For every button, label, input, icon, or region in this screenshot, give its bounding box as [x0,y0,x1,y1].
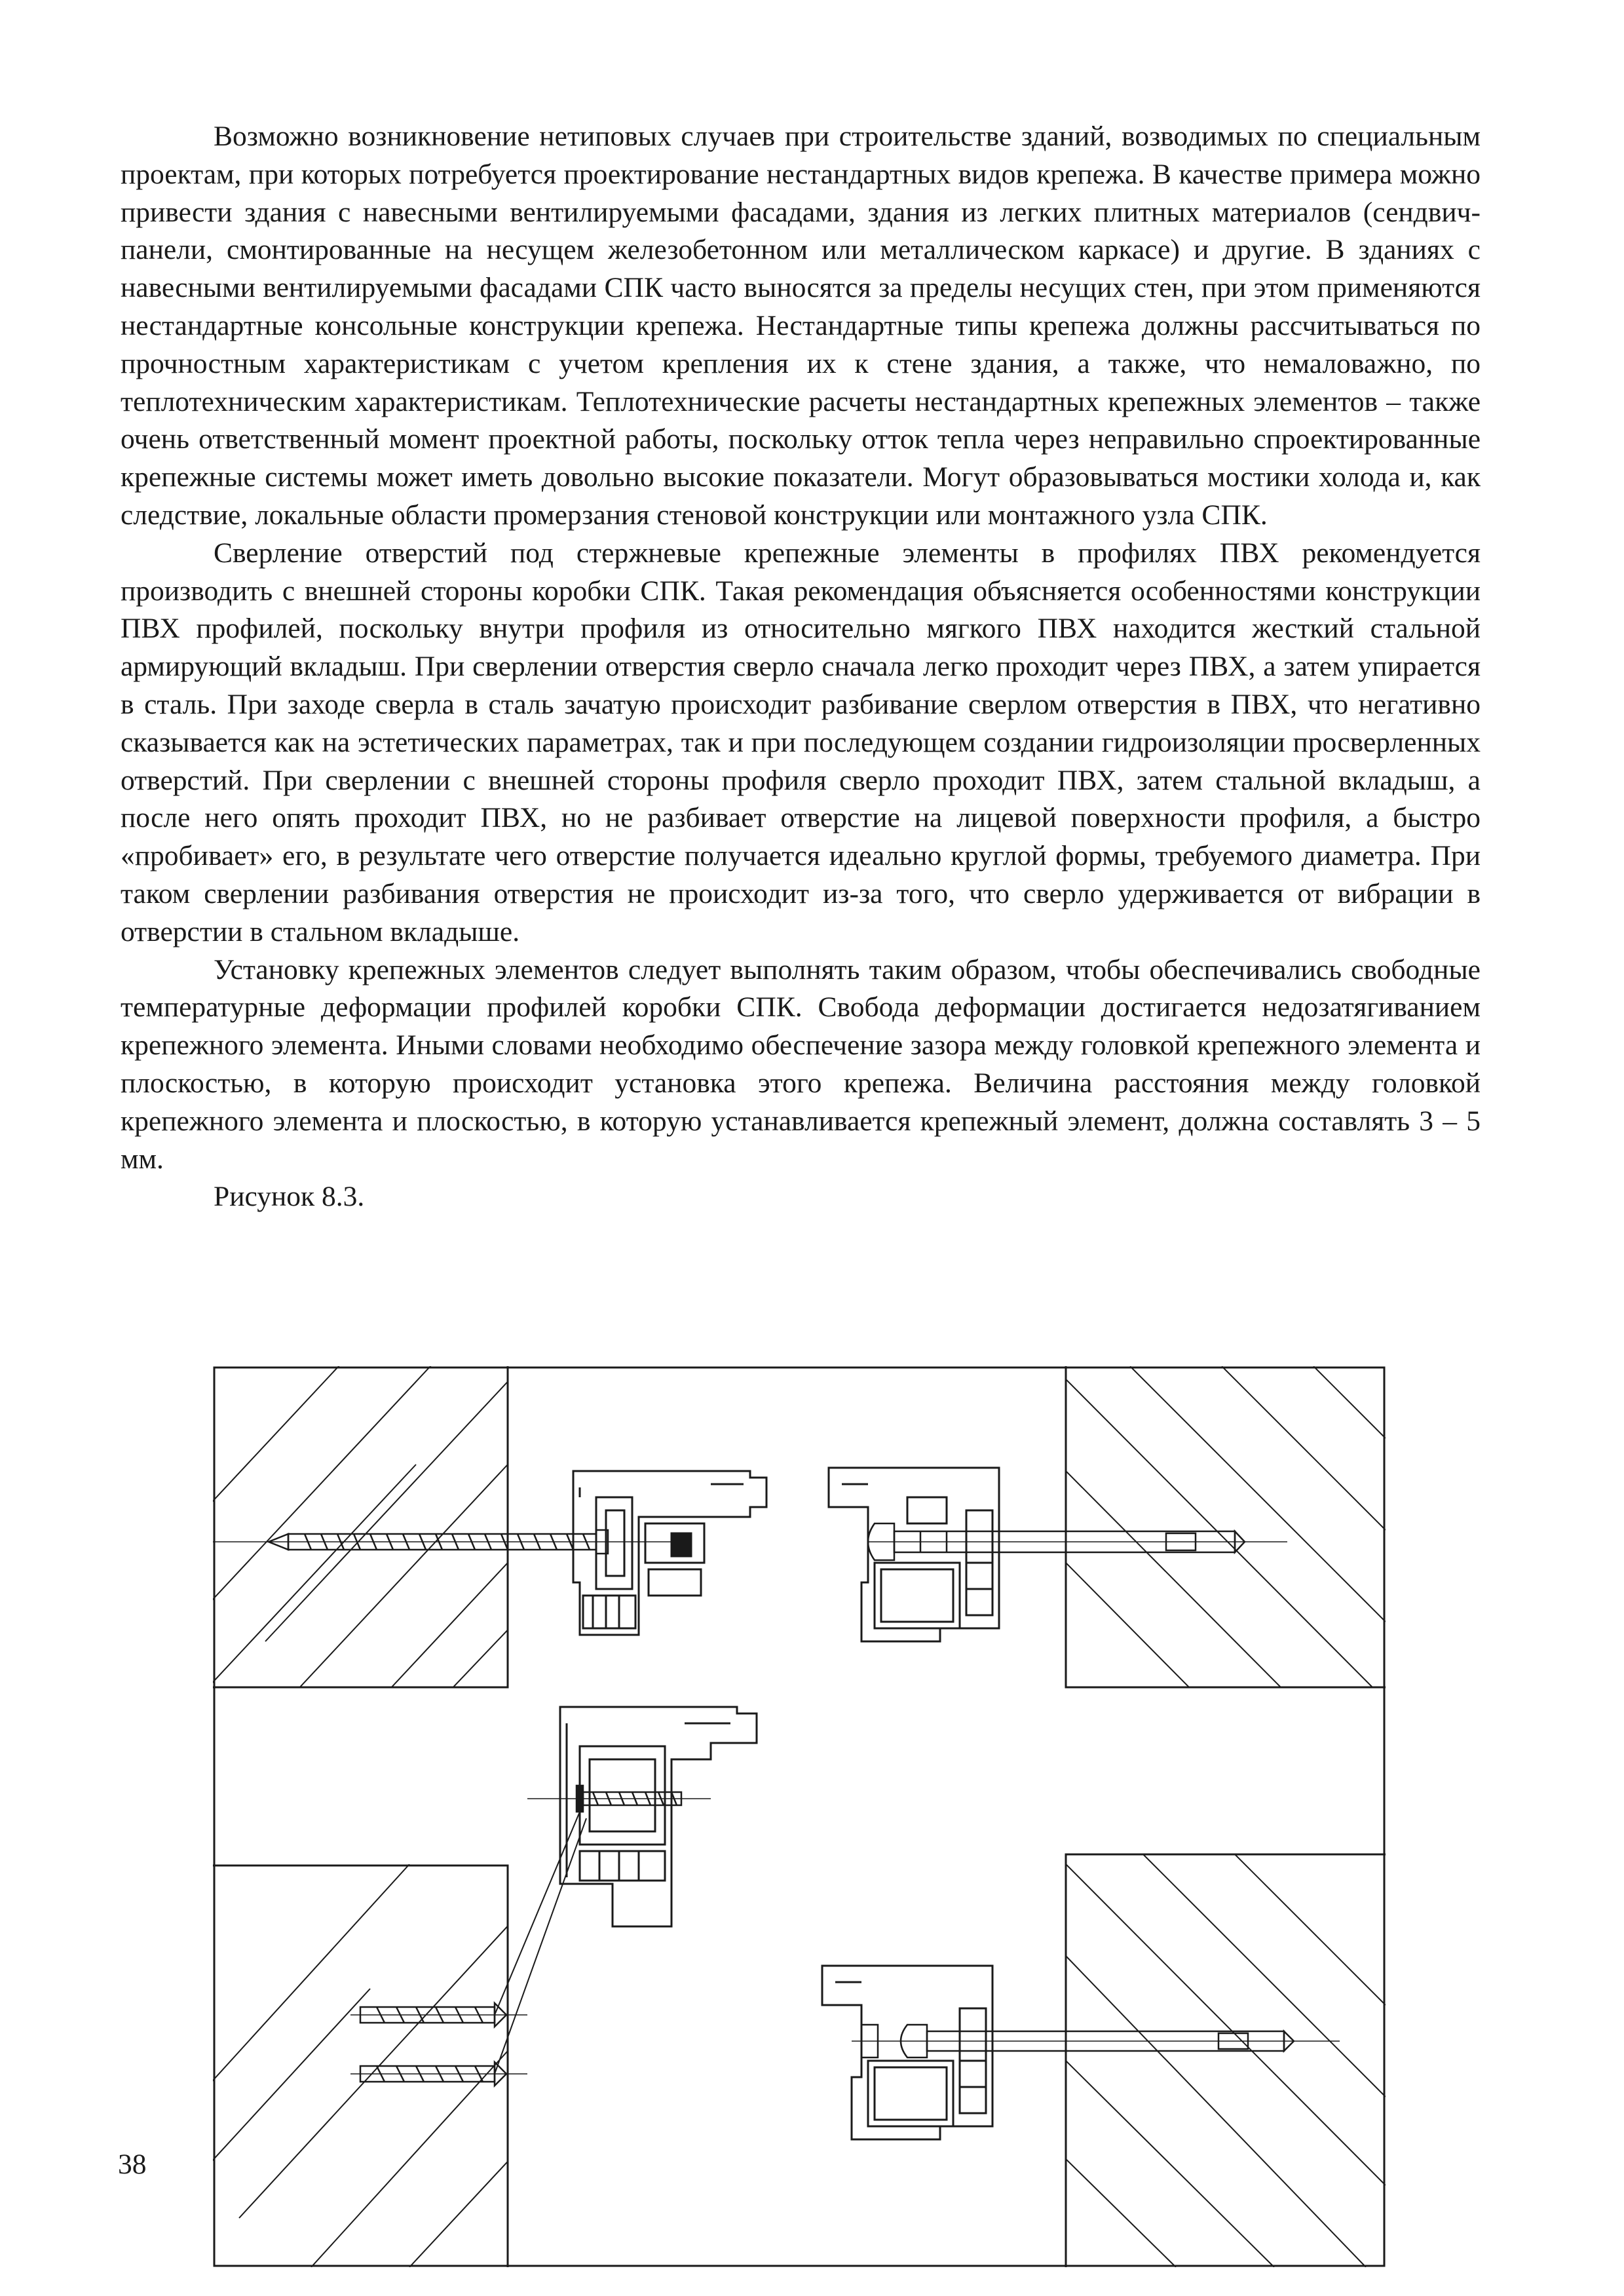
pvc-profile-top-right [829,1468,999,1641]
figure-frame [214,1368,1384,2266]
fastener-anchor-top-right [868,1523,1287,1560]
figure-fastening-diagram [213,1366,1386,2267]
wall-bottom-right [1066,1854,1386,2267]
pvc-profile-bottom-right [822,1966,992,2139]
fastener-dowel-lower [350,2062,527,2086]
wall-top-left [213,1366,671,1759]
wall-top-right [1066,1366,1386,1694]
fastener-dowel-upper [350,2003,527,2027]
fastening-diagram-svg [213,1366,1386,2267]
paragraph-2: Сверление отверстий под стержневые крепежные элементы в профилях ПВХ рекомендуется производить с внешней стороны коробки СПК. Такая рекомендация объясняется особенностями конструкции ПВХ профилей, поскольку внутри профиля из относительно мягкого ПВХ находится жесткий стальной армирующий вкладыш. При сверлении отверстия сверло сначала легко проходит через ПВХ, а затем упирается в сталь. При заходе сверла в сталь зачатую происходит разбивание сверлом отверстия в ПВХ, что негативно сказывается как на эстетических параметрах, так и при последующем создании гидроизоляции просверленных отверстий. При сверлении с внешней стороны профиля сверло проходит ПВХ, затем стальной вкладыш, а после него опять проходит ПВХ, но не разбивает отверстие на лицевой поверхности профиля, а быстро «пробивает» его, в результате чего отверстие получается идеально круглой формы, требуемого диаметра. При таком сверлении разбивания отверстия не происходит из-за того, что сверло удерживается от вибрации в отверстии в стальном вкладыше. [121,537,1481,947]
fastener-screw-top-left [213,1530,685,1554]
pvc-profile-middle [560,1707,757,1926]
page-number: 38 [118,2149,147,2180]
fastener-anchor-bottom-right [852,2025,1340,2057]
figure-caption: Рисунок 8.3. [214,1181,365,1213]
body-text [121,118,1481,1216]
paragraph-1: Возможно возникновение нетиповых случаев при строительстве зданий, возводимых по специальным проектам, при которых потребуется проектирование нестандартных видов крепежа. В качестве примера можно привести здания с навесными вентилируемыми фасадами, здания из легких плитных материалов (сендвич-панели, смонтированные на несущем железобетонном или металлическом каркасе) и другие. В зданиях с навесными вентилируемыми фасадами СПК часто выносятся за пределы несущих стен, при этом применяются нестандартные консольные конструкции крепежа. Нестандартные типы крепежа должны рассчитываться по прочностным характеристикам с учетом крепления их к стене здания, а также, что немаловажно, по теплотехническим характеристикам. Теплотехнические расчеты нестандартных крепежных элементов – также очень ответственный момент проектной работы, поскольку отток тепла через неправильно спроектированные крепежные системы может иметь довольно высокие показатели. Могут образовываться мостики холода и, как следствие, локальные области промерзания стеновой конструкции или монтажного узла СПК. [121,121,1481,531]
paragraph-3: Установку крепежных элементов следует выполнять таким образом, чтобы обеспечивались свободные температурные деформации профилей коробки СПК. Свобода деформации достигается недозатягиванием крепежного элемента. Иными словами необходимо обеспечение зазора между головкой крепежного элемента и плоскостью, в которую происходит установка этого крепежа. Величина расстояния между головкой крепежного элемента и плоскостью, в которую устанавливается крепежный элемент, должна составлять 3 – 5 мм. [121,953,1481,1175]
fastener-screw-middle [495,1786,711,2074]
